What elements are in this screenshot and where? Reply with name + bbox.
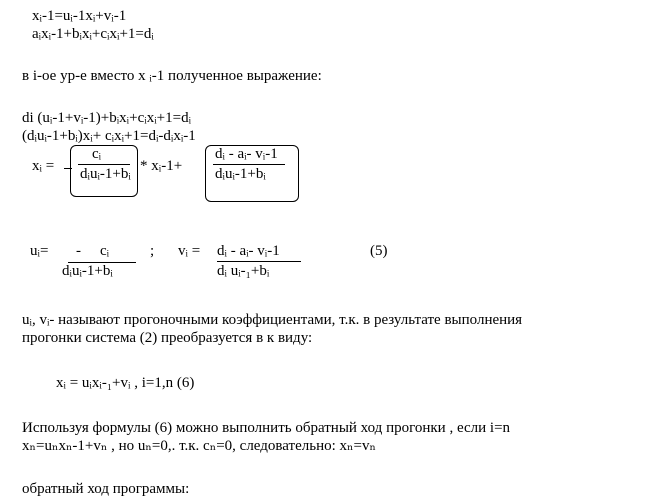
- paragraph-1-line-2: прогонки система (2) преобразуется в к виду:: [22, 330, 313, 346]
- frac1-bar: [78, 164, 130, 165]
- equation-number-5: (5): [370, 243, 388, 259]
- text-substitution: в i-ое ур-е вместо x ᵢ-1 полученное выражение:: [22, 68, 322, 84]
- vi-numerator: dᵢ - aᵢ- vᵢ-1: [217, 243, 280, 259]
- frac1-denominator: dᵢuᵢ-1+bᵢ: [80, 166, 131, 182]
- equation-line-5: (dᵢuᵢ-1+bᵢ)xᵢ+ cᵢxᵢ+1=dᵢ-dᵢxᵢ-1: [22, 128, 196, 144]
- frac2-denominator: dᵢuᵢ-1+bᵢ: [215, 166, 266, 182]
- paragraph-1-line-1: uᵢ, vᵢ- называют прогоночными коэффициентами, т.к. в результате выполнения: [22, 312, 523, 328]
- ui-minus: -: [76, 243, 81, 259]
- paragraph-2-line-2: xₙ=uₙxₙ-1+vₙ , но uₙ=0,. т.к. cₙ=0, следовательно: xₙ=vₙ: [22, 438, 376, 454]
- ui-denominator: dᵢuᵢ-1+bᵢ: [62, 263, 113, 279]
- frac2-numerator: dᵢ - aᵢ- vᵢ-1: [215, 146, 278, 162]
- separator: ;: [150, 243, 155, 259]
- vi-fraction-bar: [217, 261, 301, 262]
- vi-denominator: dᵢ uᵢ-₁+bᵢ: [217, 263, 270, 279]
- equation-line-4: di (uᵢ-1+vᵢ-1)+bᵢxᵢ+cᵢxᵢ+1=dᵢ: [22, 110, 192, 126]
- paragraph-3: обратный ход программы:: [22, 481, 190, 497]
- times-xi-minus-1: * xᵢ-1+: [140, 158, 183, 174]
- vi-lhs: vᵢ =: [178, 243, 201, 259]
- equation-6: xᵢ = uᵢxᵢ-₁+vᵢ , i=1,n (6): [56, 375, 195, 391]
- ui-lhs: uᵢ=: [30, 243, 49, 259]
- xi-lhs: xᵢ =: [32, 158, 55, 174]
- ui-numerator: cᵢ: [100, 243, 110, 259]
- frac2-bar: [213, 164, 285, 165]
- equation-line-2: aᵢxᵢ-1+bᵢxᵢ+cᵢxᵢ+1=dᵢ: [32, 26, 154, 42]
- paragraph-2-line-1: Используя формулы (6) можно выполнить обратный ход прогонки , если i=n: [22, 420, 511, 436]
- frac1-numerator: cᵢ: [92, 146, 102, 162]
- equation-line-1: xᵢ-1=uᵢ-1xᵢ+vᵢ-1: [32, 8, 127, 24]
